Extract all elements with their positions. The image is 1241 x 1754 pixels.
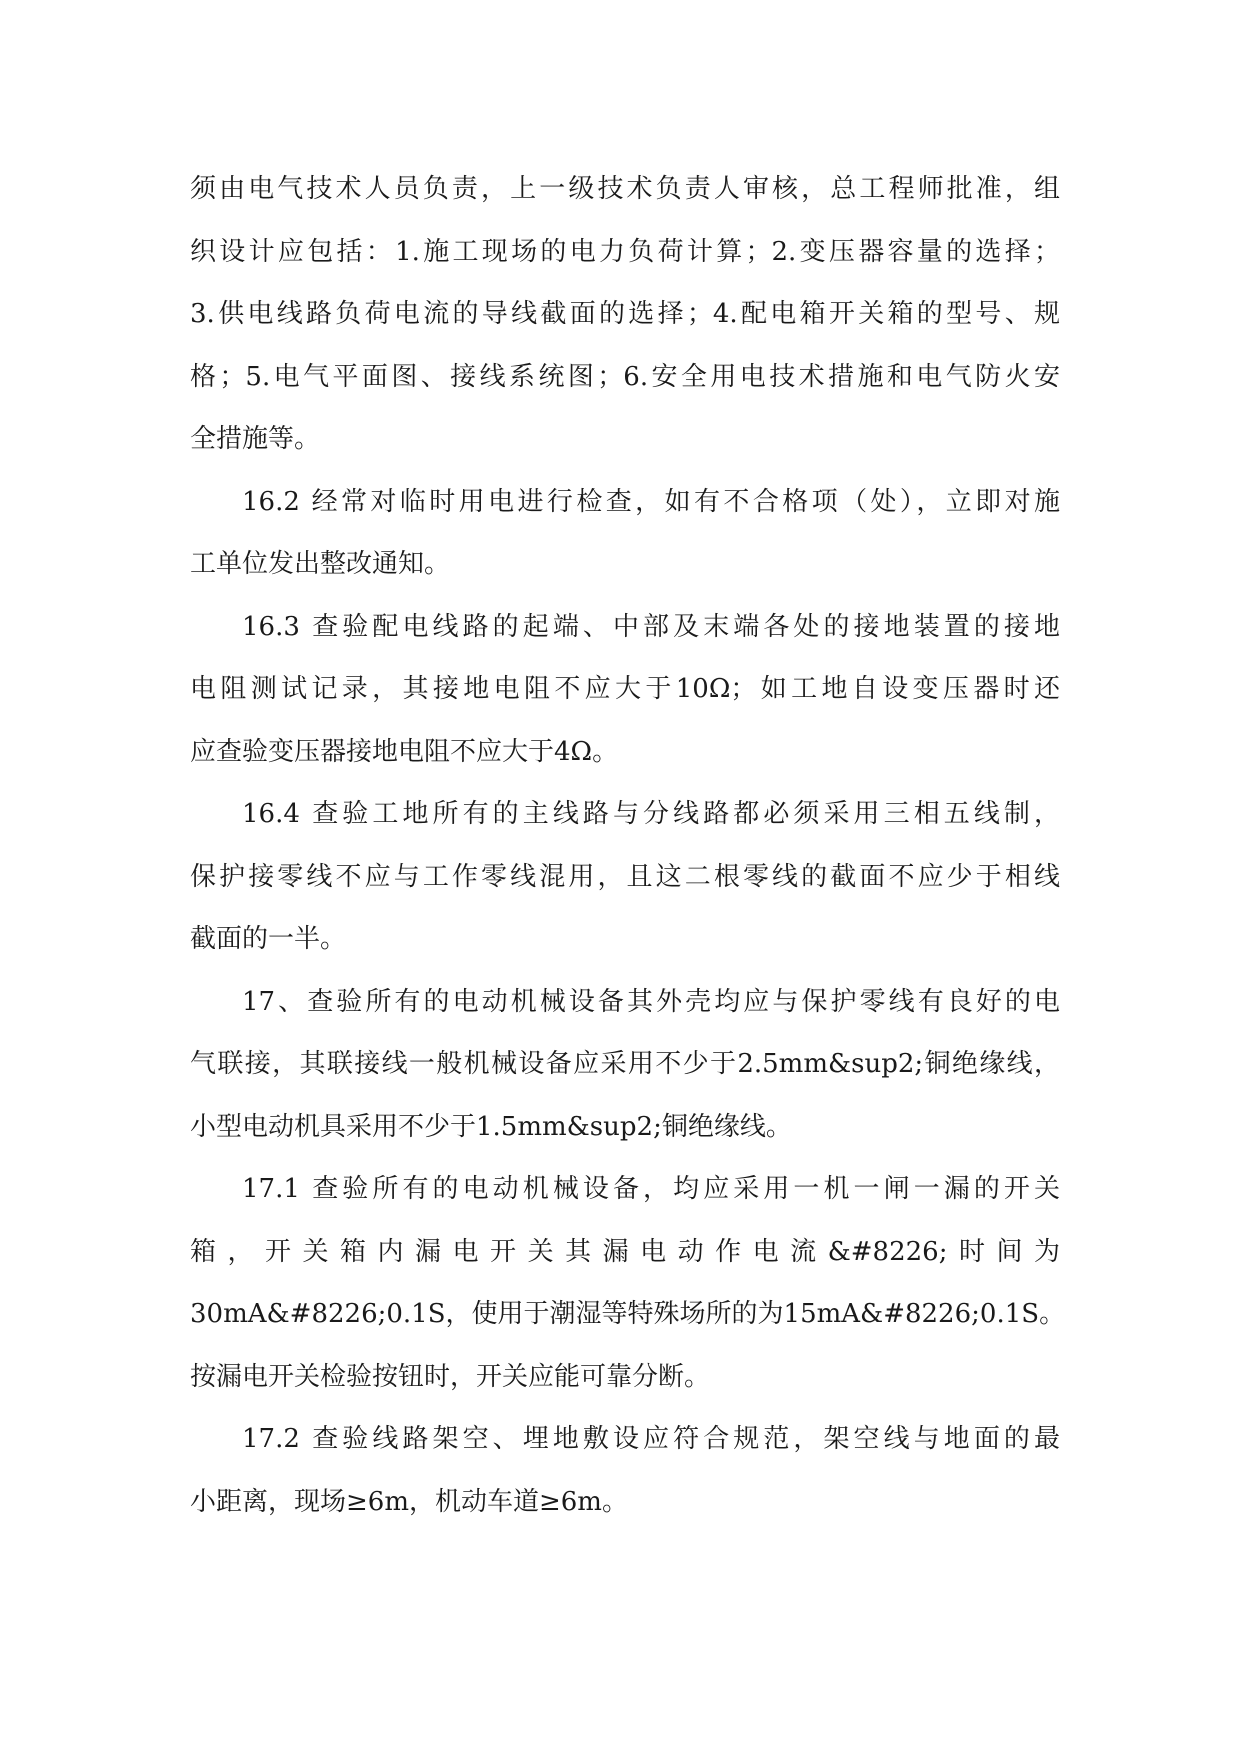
- text-line: 17.2 查验线路架空、埋地敷设应符合规范，架空线与地面的最: [242, 1424, 1060, 1454]
- text-line: 16.3 查验配电线路的起端、中部及末端各处的接地装置的接地: [242, 611, 1060, 642]
- text-line: 全措施等。: [190, 424, 321, 454]
- text-line: 保护接零线不应与工作零线混用，且这二根零线的截面不应少于相线: [190, 861, 1060, 892]
- text-line: 工单位发出整改通知。: [190, 549, 451, 579]
- text-line: 17、查验所有的电动机械设备其外壳均应与保护零线有良好的电: [242, 986, 1060, 1017]
- document-body: [190, 158, 1066, 1533]
- text-line: 3.供电线路负荷电流的导线截面的选择；4.配电箱开关箱的型号、规: [190, 299, 1060, 329]
- text-line: 电阻测试记录，其接地电阻不应大于10Ω；如工地自设变压器时还: [190, 674, 1060, 704]
- text-line: 16.4 查验工地所有的主线路与分线路都必须采用三相五线制，: [242, 799, 1060, 829]
- text-line: 16.2 经常对临时用电进行检查，如有不合格项（处），立即对施: [242, 486, 1060, 517]
- text-line: 小型电动机具采用不少于1.5mm&sup2;铜绝缘线。: [190, 1111, 792, 1142]
- text-line: 17.1 查验所有的电动机械设备，均应采用一机一闸一漏的开关: [242, 1174, 1060, 1204]
- text-line: 小距离，现场≥6m，机动车道≥6m。: [190, 1486, 628, 1517]
- text-line: 截面的一半。: [190, 924, 347, 954]
- text-line: 30mA&#8226;0.1S，使用于潮湿等特殊场所的为15mA&#8226;0.1S。: [190, 1299, 1066, 1329]
- text-line: 箱，开关箱内漏电开关其漏电动作电流&#8226;时间为: [190, 1236, 1060, 1267]
- text-line: 织设计应包括：1.施工现场的电力负荷计算；2.变压器容量的选择；: [190, 236, 1060, 267]
- text-line: 须由电气技术人员负责，上一级技术负责人审核，总工程师批准，组: [190, 174, 1060, 204]
- text-line: 格；5.电气平面图、接线系统图；6.安全用电技术措施和电气防火安: [190, 361, 1060, 392]
- text-line: 气联接，其联接线一般机械设备应采用不少于2.5mm&sup2;铜绝缘线，: [190, 1049, 1060, 1079]
- text-line: 按漏电开关检验按钮时，开关应能可靠分断。: [190, 1361, 711, 1392]
- text-line: 应查验变压器接地电阻不应大于4Ω。: [190, 736, 619, 767]
